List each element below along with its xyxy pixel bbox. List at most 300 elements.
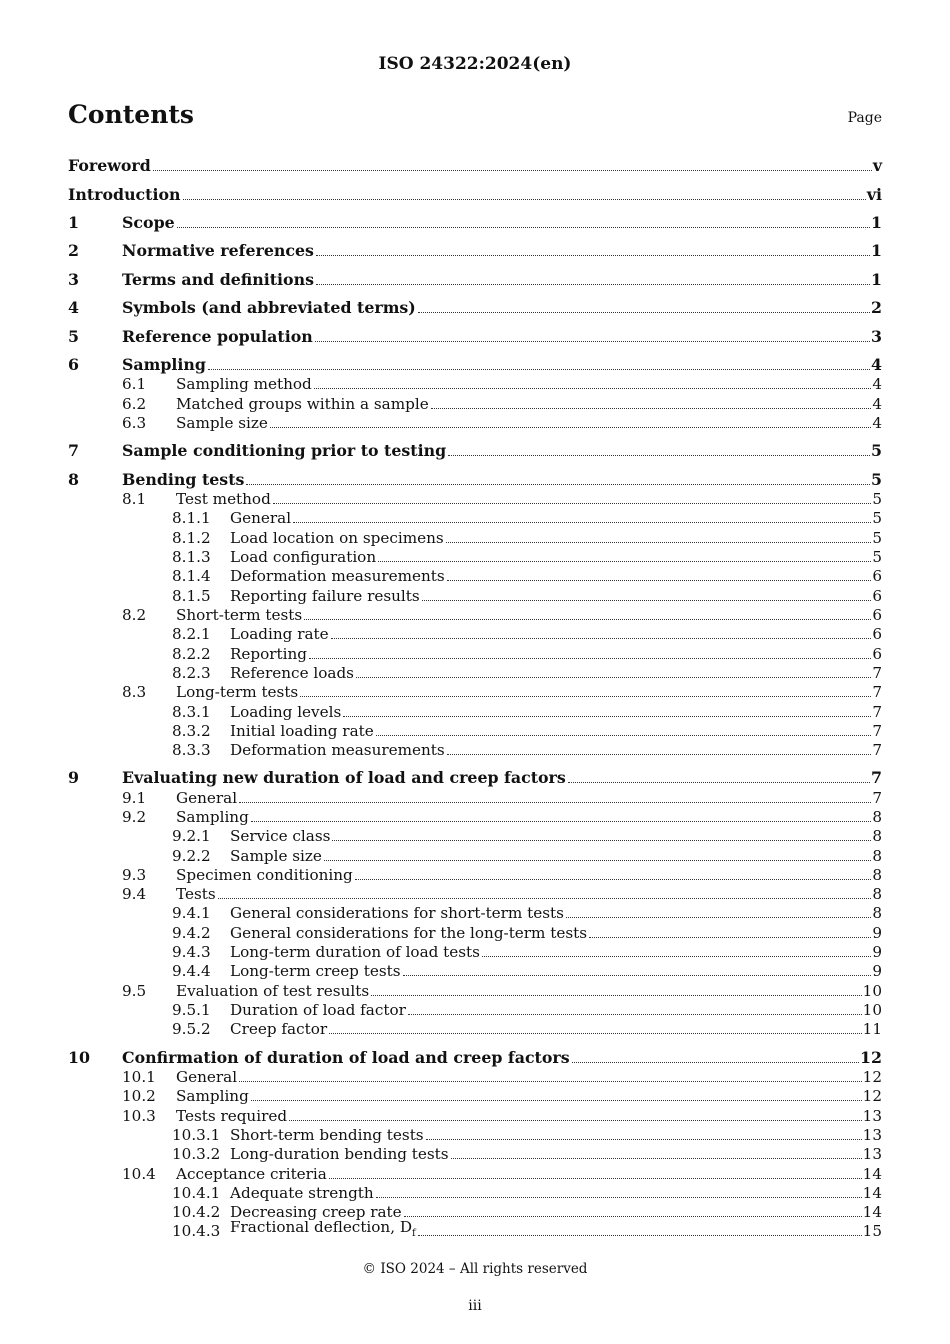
toc-entry-number: 9.4 bbox=[122, 884, 147, 903]
toc-entry-number: 10 bbox=[68, 1048, 90, 1068]
toc-entry-title bbox=[176, 413, 268, 432]
toc-entry-page: 6 bbox=[872, 586, 882, 605]
toc-entry-title-text: Scope bbox=[122, 213, 175, 233]
toc-entry-number: 9.5.2 bbox=[172, 1019, 211, 1038]
toc-entry-page: 2 bbox=[871, 298, 882, 318]
toc-entry-page: 5 bbox=[872, 528, 882, 547]
toc-entry[interactable] bbox=[68, 506, 882, 526]
dot-leader bbox=[239, 1079, 862, 1082]
toc-entry[interactable] bbox=[68, 603, 882, 623]
toc-entry-number: 9.1 bbox=[122, 788, 147, 807]
toc-entry-page: 6 bbox=[872, 624, 882, 643]
toc-entry[interactable] bbox=[68, 1162, 882, 1182]
dot-leader bbox=[300, 694, 871, 697]
toc-entry-title bbox=[230, 1019, 328, 1038]
toc-entry-title-text: Long-term creep tests bbox=[230, 961, 401, 980]
page-number: iii bbox=[468, 1298, 482, 1314]
toc-entry[interactable] bbox=[68, 1104, 882, 1124]
toc-entry[interactable] bbox=[68, 183, 882, 203]
toc-entry-number: 9 bbox=[68, 768, 79, 788]
toc-entry[interactable] bbox=[68, 372, 882, 392]
toc-entry-number: 8.1.4 bbox=[172, 566, 211, 585]
dot-leader bbox=[251, 1098, 862, 1101]
toc-entry[interactable] bbox=[68, 940, 882, 960]
dot-leader bbox=[289, 1118, 862, 1121]
toc-entry[interactable] bbox=[68, 661, 882, 681]
toc-entry[interactable] bbox=[68, 487, 882, 507]
toc-entry-title-text: Bending tests bbox=[122, 470, 245, 490]
dot-leader bbox=[208, 367, 870, 370]
toc-entry-number: 9.2.1 bbox=[172, 826, 211, 845]
toc-entry-page: 4 bbox=[871, 355, 882, 375]
dot-leader bbox=[251, 819, 872, 822]
toc-entry-title bbox=[230, 624, 329, 643]
toc-entry-number: 9.5 bbox=[122, 981, 147, 1000]
dot-leader bbox=[451, 1156, 862, 1159]
toc-entry[interactable] bbox=[68, 719, 882, 739]
toc-entry-page: 4 bbox=[872, 374, 882, 393]
toc-entry[interactable] bbox=[68, 622, 882, 642]
toc-entry-title bbox=[176, 489, 271, 508]
toc-entry[interactable] bbox=[68, 700, 882, 720]
toc-entry[interactable] bbox=[68, 680, 882, 700]
dot-leader bbox=[304, 617, 871, 620]
toc-entry-number: 9.2 bbox=[122, 807, 147, 826]
toc-entry-number: 10.4.3 bbox=[172, 1221, 221, 1240]
toc-entry-title-text: Specimen conditioning bbox=[176, 865, 353, 884]
toc-entry-page: 4 bbox=[872, 394, 882, 413]
toc-entry-title-text: Load configuration bbox=[230, 547, 377, 566]
toc-entry-number: 2 bbox=[68, 241, 79, 261]
toc-entry[interactable] bbox=[68, 998, 882, 1018]
contents-heading: Contents bbox=[68, 100, 195, 129]
toc-entry-title bbox=[230, 903, 564, 922]
toc-entry[interactable] bbox=[68, 1065, 882, 1085]
toc-entry-number: 8.3.1 bbox=[172, 702, 211, 721]
toc-entry-number: 9.3 bbox=[122, 865, 147, 884]
dot-leader bbox=[270, 425, 871, 428]
toc-entry-title-text: Evaluation of test results bbox=[176, 981, 370, 1000]
toc-entry-title bbox=[122, 472, 244, 488]
toc-entry-number: 9.4.2 bbox=[172, 923, 211, 942]
toc-entry-title bbox=[68, 187, 181, 203]
toc-entry-title bbox=[230, 961, 401, 980]
toc-entry-number: 6.2 bbox=[122, 394, 147, 413]
toc-entry-number: 10.3.2 bbox=[172, 1144, 221, 1163]
toc-entry-title bbox=[230, 702, 342, 721]
toc-entry[interactable] bbox=[68, 268, 882, 288]
toc-entry-page: 7 bbox=[872, 682, 882, 701]
toc-entry-title-text: Decreasing creep rate bbox=[230, 1202, 402, 1221]
toc-entry-title-subscript: f bbox=[412, 1228, 416, 1239]
toc-entry-title-text: Test method bbox=[176, 489, 271, 508]
document-id: ISO 24322:2024(en) bbox=[378, 54, 572, 74]
toc-entry-page: 1 bbox=[871, 270, 882, 290]
toc-entry-page: 13 bbox=[862, 1106, 882, 1125]
toc-entry-title-text: Tests required bbox=[176, 1106, 288, 1125]
toc-entry-number: 10.3 bbox=[122, 1106, 156, 1125]
toc-entry-page: 13 bbox=[862, 1144, 882, 1163]
toc-entry-title bbox=[230, 923, 588, 942]
toc-entry-title bbox=[176, 981, 370, 1000]
toc-entry-page: 9 bbox=[872, 942, 882, 961]
toc-entry[interactable] bbox=[68, 1017, 882, 1037]
toc-entry-page: 12 bbox=[860, 1048, 882, 1068]
toc-entry-title bbox=[122, 215, 175, 231]
toc-entry[interactable] bbox=[68, 805, 882, 825]
toc-entry-title bbox=[122, 770, 566, 786]
dot-leader bbox=[376, 733, 872, 736]
toc-entry-title-text: Adequate strength bbox=[230, 1183, 374, 1202]
dot-leader bbox=[177, 225, 870, 228]
toc-entry-number: 3 bbox=[68, 270, 79, 290]
toc-entry-number: 8.2.2 bbox=[172, 644, 211, 663]
toc-entry-title-text: General considerations for short-term tests bbox=[230, 903, 564, 922]
toc-entry-title bbox=[230, 826, 331, 845]
toc-entry-page: 5 bbox=[872, 547, 882, 566]
toc-entry-number: 9.4.1 bbox=[172, 903, 211, 922]
toc-entry-page: 1 bbox=[871, 241, 882, 261]
toc-entry-title-text: Long-term tests bbox=[176, 682, 299, 701]
toc-entry-title-text: Evaluating new duration of load and creep factors bbox=[122, 768, 566, 788]
dot-leader bbox=[356, 675, 871, 678]
dot-leader bbox=[376, 1195, 862, 1198]
toc-entry-title-text: Load location on specimens bbox=[230, 528, 444, 547]
toc-entry-title-text: Reporting failure results bbox=[230, 586, 420, 605]
toc-entry-title bbox=[122, 272, 314, 288]
toc-entry[interactable] bbox=[68, 1200, 882, 1220]
toc-entry-title bbox=[122, 357, 206, 373]
toc-entry-page: 12 bbox=[862, 1067, 882, 1086]
toc-entry-title bbox=[122, 243, 314, 259]
dot-leader bbox=[422, 598, 872, 601]
toc-entry-title bbox=[176, 374, 312, 393]
toc-entry-number: 6 bbox=[68, 355, 79, 375]
toc-entry[interactable] bbox=[68, 1142, 882, 1162]
toc-entry-title bbox=[176, 682, 299, 701]
toc-entry-number: 10.4.2 bbox=[172, 1202, 221, 1221]
toc-entry-title-text: Matched groups within a sample bbox=[176, 394, 429, 413]
toc-entry[interactable] bbox=[68, 738, 882, 758]
toc-entry-title bbox=[230, 1125, 424, 1144]
dot-leader bbox=[246, 482, 870, 485]
toc-entry-number: 10.4.1 bbox=[172, 1183, 221, 1202]
dot-leader bbox=[331, 636, 872, 639]
toc-entry-page: 5 bbox=[872, 508, 882, 527]
toc-entry-title-text: Acceptance criteria bbox=[176, 1164, 327, 1183]
toc-entry-page: vi bbox=[866, 185, 882, 205]
toc-entry-page: 11 bbox=[862, 1019, 882, 1038]
toc-entry-title bbox=[176, 1106, 288, 1125]
toc-entry-title-text: Symbols (and abbreviated terms) bbox=[122, 298, 416, 318]
toc-entry[interactable] bbox=[68, 1046, 882, 1066]
copyright-notice: © ISO 2024 – All rights reserved bbox=[362, 1261, 588, 1277]
toc-entry[interactable] bbox=[68, 863, 882, 883]
toc-entry[interactable] bbox=[68, 844, 882, 864]
toc-entry-number: 8.1.3 bbox=[172, 547, 211, 566]
dot-leader bbox=[426, 1137, 862, 1140]
dot-leader bbox=[418, 1233, 862, 1236]
toc-entry-title-text: Sampling bbox=[122, 355, 206, 375]
dot-leader bbox=[329, 1031, 862, 1034]
toc-entry-page: 7 bbox=[872, 740, 882, 759]
toc-entry-page: v bbox=[872, 156, 882, 176]
dot-leader bbox=[371, 993, 862, 996]
toc-entry[interactable] bbox=[68, 1123, 882, 1143]
toc-entry-title-text: General bbox=[176, 788, 238, 807]
toc-entry-title bbox=[176, 1067, 238, 1086]
toc-entry-page: 5 bbox=[872, 489, 882, 508]
dot-leader bbox=[589, 935, 871, 938]
dot-leader bbox=[482, 954, 871, 957]
toc-entry-title bbox=[230, 566, 445, 585]
toc-entry-title-text: Short-term tests bbox=[176, 605, 303, 624]
toc-entry-title-text: Loading levels bbox=[230, 702, 342, 721]
toc-entry-number: 8.2.3 bbox=[172, 663, 211, 682]
dot-leader bbox=[315, 339, 870, 342]
toc-entry-title bbox=[230, 846, 322, 865]
toc-entry[interactable] bbox=[68, 584, 882, 604]
toc-entry-title-text: Deformation measurements bbox=[230, 740, 445, 759]
toc-entry-title-text: Tests bbox=[176, 884, 216, 903]
dot-leader bbox=[447, 752, 872, 755]
toc-entry-title-text: Sampling method bbox=[176, 374, 312, 393]
toc-entry-page: 3 bbox=[871, 327, 882, 347]
dot-leader bbox=[332, 838, 871, 841]
toc-entry-title-text: Short-term bending tests bbox=[230, 1125, 424, 1144]
toc-entry-page: 6 bbox=[872, 566, 882, 585]
toc-entry-title-text: Long-duration bending tests bbox=[230, 1144, 449, 1163]
toc-entry[interactable] bbox=[68, 1084, 882, 1104]
toc-entry-number: 4 bbox=[68, 298, 79, 318]
toc-entry[interactable] bbox=[68, 564, 882, 584]
toc-entry-title-text: Reference loads bbox=[230, 663, 354, 682]
dot-leader bbox=[408, 1012, 862, 1015]
toc-entry-number: 9.2.2 bbox=[172, 846, 211, 865]
dot-leader bbox=[404, 1214, 862, 1217]
toc-entry-title bbox=[122, 1050, 570, 1066]
dot-leader bbox=[329, 1176, 862, 1179]
toc-entry[interactable] bbox=[68, 211, 882, 231]
toc-entry-number: 8 bbox=[68, 470, 79, 490]
toc-entry-title bbox=[176, 605, 303, 624]
toc-entry-title bbox=[230, 1144, 449, 1163]
toc-entry-title bbox=[230, 663, 354, 682]
toc-entry-page: 7 bbox=[872, 788, 882, 807]
toc-entry[interactable] bbox=[68, 642, 882, 662]
toc-entry[interactable] bbox=[68, 468, 882, 488]
toc-entry[interactable] bbox=[68, 959, 882, 979]
toc-entry[interactable] bbox=[68, 786, 882, 806]
toc-entry-page: 1 bbox=[871, 213, 882, 233]
toc-entry-page: 7 bbox=[872, 721, 882, 740]
toc-entry-title bbox=[122, 329, 313, 345]
toc-entry-title bbox=[176, 788, 238, 807]
toc-entry-page: 8 bbox=[872, 807, 882, 826]
toc-entry-number: 8.2 bbox=[122, 605, 147, 624]
toc-entry[interactable] bbox=[68, 766, 882, 786]
toc-entry-page: 10 bbox=[862, 1000, 882, 1019]
dot-leader bbox=[316, 253, 870, 256]
toc-entry[interactable] bbox=[68, 882, 882, 902]
toc-entry-number: 9.5.1 bbox=[172, 1000, 211, 1019]
toc-entry-title-text: Service class bbox=[230, 826, 331, 845]
toc-entry-title bbox=[230, 942, 480, 961]
toc-entry[interactable] bbox=[68, 1181, 882, 1201]
toc-entry-page: 7 bbox=[872, 663, 882, 682]
dot-leader bbox=[446, 540, 872, 543]
toc-entry-number: 6.3 bbox=[122, 413, 147, 432]
toc-entry-page: 7 bbox=[872, 702, 882, 721]
toc-entry-page: 15 bbox=[862, 1221, 882, 1240]
dot-leader bbox=[447, 578, 872, 581]
toc-entry-title bbox=[176, 1164, 327, 1183]
toc-entry-title bbox=[230, 644, 308, 663]
toc-entry-title bbox=[122, 300, 416, 316]
toc-entry-number: 9.4.4 bbox=[172, 961, 211, 980]
dot-leader bbox=[566, 915, 871, 918]
dot-leader bbox=[183, 197, 866, 200]
toc-entry-number: 8.1 bbox=[122, 489, 147, 508]
toc-entry-title-text: General bbox=[230, 508, 292, 527]
dot-leader bbox=[273, 501, 872, 504]
toc-entry-page: 8 bbox=[872, 865, 882, 884]
dot-leader bbox=[355, 877, 872, 880]
toc-entry-number: 8.2.1 bbox=[172, 624, 211, 643]
toc-entry-title bbox=[230, 721, 374, 740]
toc-entry[interactable] bbox=[68, 545, 882, 565]
toc-entry[interactable] bbox=[68, 824, 882, 844]
toc-entry[interactable] bbox=[68, 353, 882, 373]
dot-leader bbox=[239, 800, 871, 803]
toc-entry-number: 8.1.2 bbox=[172, 528, 211, 547]
toc-entry[interactable] bbox=[68, 239, 882, 259]
toc-entry-title bbox=[230, 547, 377, 566]
toc-entry-page: 12 bbox=[862, 1086, 882, 1105]
dot-leader bbox=[153, 168, 872, 171]
toc-entry[interactable] bbox=[68, 901, 882, 921]
toc-entry-title-text: Fractional deflection, D bbox=[230, 1218, 413, 1236]
toc-entry-title-text: Loading rate bbox=[230, 624, 329, 643]
dot-leader bbox=[572, 1060, 859, 1063]
toc-entry-title-text: Reporting bbox=[230, 644, 308, 663]
toc-entry[interactable] bbox=[68, 411, 882, 431]
dot-leader bbox=[218, 896, 872, 899]
toc-entry[interactable] bbox=[68, 392, 882, 412]
toc-entry-page: 14 bbox=[862, 1183, 882, 1202]
dot-leader bbox=[316, 282, 870, 285]
toc-entry-number: 10.4 bbox=[122, 1164, 156, 1183]
toc-entry-title bbox=[230, 1000, 406, 1019]
toc-entry[interactable] bbox=[68, 439, 882, 459]
toc-entry[interactable] bbox=[68, 921, 882, 941]
toc-entry-title-text: Introduction bbox=[68, 185, 181, 205]
toc-entry-title-text: General considerations for the long-term tests bbox=[230, 923, 588, 942]
toc-entry-title bbox=[230, 740, 445, 759]
toc-entry-page: 6 bbox=[872, 644, 882, 663]
toc-entry-title bbox=[68, 158, 151, 174]
toc-entry-number: 10.2 bbox=[122, 1086, 156, 1105]
toc-entry-title-text: Creep factor bbox=[230, 1019, 328, 1038]
toc-entry[interactable] bbox=[68, 526, 882, 546]
toc-entry-title-text: Sample size bbox=[230, 846, 322, 865]
toc-entry-title bbox=[230, 508, 292, 527]
toc-entry-title-text: Sample conditioning prior to testing bbox=[122, 441, 447, 461]
toc-entry-title-text: Sample size bbox=[176, 413, 268, 432]
toc-entry-title-text: Foreword bbox=[68, 156, 151, 176]
dot-leader bbox=[293, 520, 871, 523]
toc-entry-title bbox=[122, 443, 446, 459]
toc-entry-number: 5 bbox=[68, 327, 79, 347]
dot-leader bbox=[378, 559, 871, 562]
dot-leader bbox=[568, 780, 870, 783]
toc-entry-number: 8.1.5 bbox=[172, 586, 211, 605]
toc-entry-page: 5 bbox=[871, 470, 882, 490]
dot-leader bbox=[314, 386, 872, 389]
toc-entry[interactable] bbox=[68, 979, 882, 999]
dot-leader bbox=[309, 656, 871, 659]
toc-entry-page: 8 bbox=[872, 826, 882, 845]
toc-entry[interactable] bbox=[68, 296, 882, 316]
toc-entry[interactable] bbox=[68, 325, 882, 345]
toc-entry-title-text: Reference population bbox=[122, 327, 313, 347]
toc-entry-title-text: Deformation measurements bbox=[230, 566, 445, 585]
dot-leader bbox=[343, 714, 871, 717]
toc-entry-title-text: Sampling bbox=[176, 807, 249, 826]
dot-leader bbox=[431, 406, 872, 409]
toc-entry-title-text: Terms and definitions bbox=[122, 270, 314, 290]
dot-leader bbox=[324, 858, 871, 861]
toc-entry-title-text: Normative references bbox=[122, 241, 314, 261]
toc-entry-title-text: Duration of load factor bbox=[230, 1000, 406, 1019]
dot-leader bbox=[448, 453, 870, 456]
toc-entry-number: 8.3.2 bbox=[172, 721, 211, 740]
toc-entry-page: 9 bbox=[872, 923, 882, 942]
toc-entry-page: 9 bbox=[872, 961, 882, 980]
toc-entry-title-text: Sampling bbox=[176, 1086, 249, 1105]
toc-entry-title bbox=[176, 807, 249, 826]
toc-entry-number: 7 bbox=[68, 441, 79, 461]
toc-entry-title bbox=[230, 1220, 416, 1239]
toc-entry-page: 5 bbox=[871, 441, 882, 461]
toc-entry-page: 14 bbox=[862, 1164, 882, 1183]
toc-entry-number: 8.3 bbox=[122, 682, 147, 701]
toc-entry[interactable] bbox=[68, 154, 882, 174]
toc-entry-title bbox=[230, 528, 444, 547]
toc-entry-page: 8 bbox=[872, 884, 882, 903]
toc-entry-page: 13 bbox=[862, 1125, 882, 1144]
toc-entry-page: 6 bbox=[872, 605, 882, 624]
toc-entry-title bbox=[176, 1086, 249, 1105]
toc-entry-page: 10 bbox=[862, 981, 882, 1000]
toc-entry-title-text: General bbox=[176, 1067, 238, 1086]
dot-leader bbox=[418, 310, 870, 313]
toc-entry-page: 14 bbox=[862, 1202, 882, 1221]
toc-entry-number: 1 bbox=[68, 213, 79, 233]
toc-entry-title bbox=[176, 884, 216, 903]
toc-entry-title bbox=[230, 586, 420, 605]
toc-entry-title bbox=[176, 865, 353, 884]
toc-entry-page: 7 bbox=[871, 768, 882, 788]
toc-entry[interactable] bbox=[68, 1219, 882, 1239]
toc-entry-page: 8 bbox=[872, 846, 882, 865]
toc-entry-title-text: Long-term duration of load tests bbox=[230, 942, 480, 961]
toc-entry-title-text: Initial loading rate bbox=[230, 721, 374, 740]
dot-leader bbox=[403, 973, 872, 976]
toc-entry-number: 8.3.3 bbox=[172, 740, 211, 759]
toc-entry-number: 10.3.1 bbox=[172, 1125, 221, 1144]
page-column-label: Page bbox=[847, 110, 882, 126]
